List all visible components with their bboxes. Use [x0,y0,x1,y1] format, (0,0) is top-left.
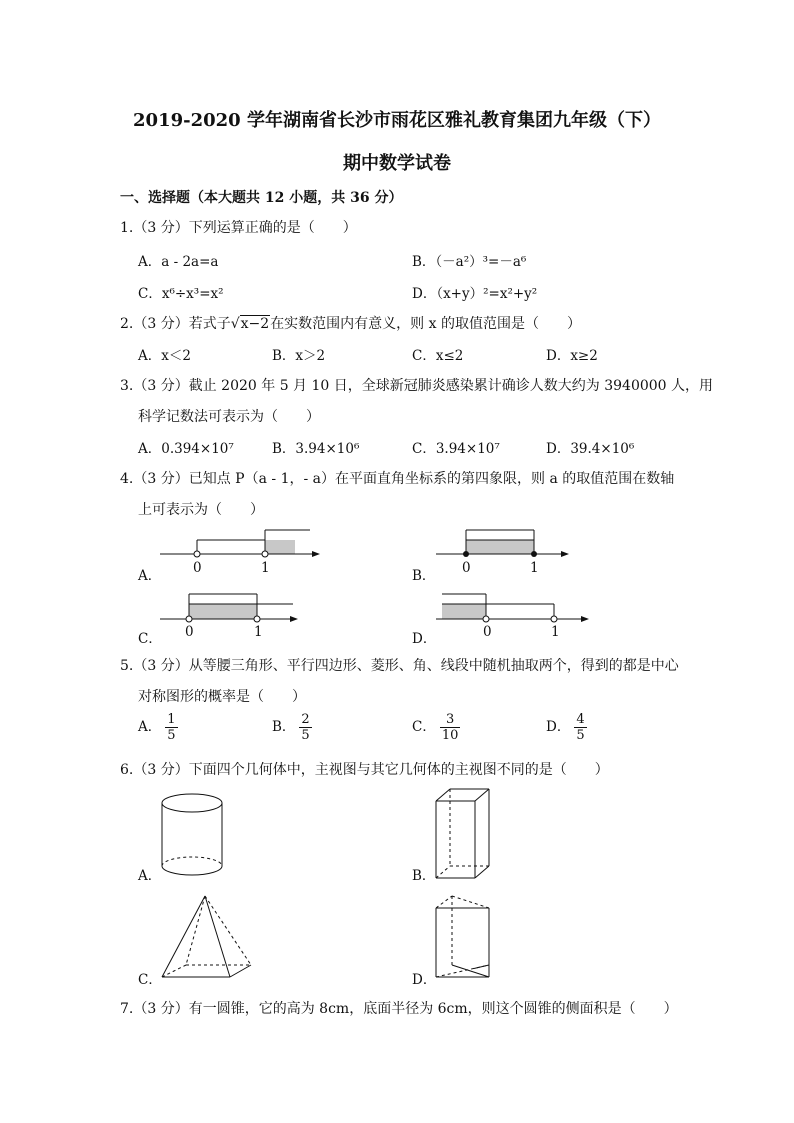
question-number: 6.（3 分） [120,762,189,778]
question-number: 7.（3 分） [120,1001,189,1017]
q2-option-b: B．x＞2 [272,348,326,364]
triangular-prism-figure [432,893,496,985]
q3-option-d: D．39.4×10⁶ [546,441,635,457]
tick-label-0: 0 [462,560,471,576]
question-2 [120,313,581,333]
q5-option-a [138,712,178,743]
question-stem-pre: 若式子 [188,316,231,332]
tick-label-1: 1 [551,624,560,640]
q2-option-d: D．x≥2 [546,348,598,364]
q3-option-b: B．3.94×10⁶ [272,441,360,457]
tick-label-1: 1 [261,560,270,576]
q5-option-c [412,712,460,743]
shaded-region [442,604,486,619]
question-4-line2: 上可表示为（ ） [138,502,264,518]
q4-option-c-number-line [160,590,300,645]
denominator: 5 [576,728,585,743]
q4-option-c-label: C． [138,631,162,647]
q2-option-c: C．x≤2 [412,348,464,364]
option-label: B． [272,719,296,735]
shaded-region [189,604,257,619]
question-5-line2: 对称图形的概率是（ ） [138,689,306,705]
tick-label-1: 1 [254,624,263,640]
question-stem: 已知点 P（a - 1，- a）在平面直角坐标系的第四象限，则 a 的取值范围在数轴 [188,471,675,487]
q6-option-d-label: D． [412,972,437,988]
q3-option-c: C．3.94×10⁷ [412,441,500,457]
open-point [262,551,268,557]
section-heading: 一、选择题（本大题共 12 小题，共 36 分） [120,190,403,206]
q5-option-d [546,712,587,743]
tick-label-0: 0 [483,624,492,640]
q1-option-b: B．（－a²）³=－a⁶ [412,254,527,270]
question-1 [120,217,357,237]
closed-point [531,551,537,557]
open-point [483,616,489,622]
q1-option-c: C．x⁶÷x³=x² [138,286,224,302]
option-label: C． [412,719,436,735]
radicand: x−2 [240,316,270,332]
exam-subtitle: 期中数学试卷 [343,153,451,174]
question-number: 4.（3 分） [120,471,189,487]
cylinder-figure [158,790,228,882]
closed-point [463,551,469,557]
denominator: 5 [167,728,176,743]
question-stem: 下列运算正确的是（ ） [188,220,357,236]
fraction [440,712,461,743]
q6-option-a-label: A． [138,868,162,884]
tick-label-1: 1 [530,560,539,576]
pyramid-figure [158,893,254,985]
numerator: 1 [167,712,176,727]
question-number: 2.（3 分） [120,316,189,332]
open-point [194,551,200,557]
option-label: D． [546,719,571,735]
numerator: 2 [301,712,310,727]
open-point [186,616,192,622]
q2-option-a: A．x＜2 [138,348,191,364]
q6-option-b-label: B． [412,868,436,884]
q4-option-d-number-line [436,590,591,645]
q4-option-b-number-line [436,525,571,580]
question-stem-post: 在实数范围内有意义，则 x 的取值范围是（ ） [270,316,581,332]
q4-option-d-label: D． [412,631,437,647]
option-label: A． [138,719,162,735]
question-4 [120,468,674,488]
denominator: 10 [441,728,459,743]
fraction [574,712,586,743]
q4-option-a-label: A． [138,568,162,584]
denominator: 5 [301,728,310,743]
fraction [165,712,177,743]
q1-option-a: A．a - 2a=a [138,254,219,270]
fraction [299,712,311,743]
question-number: 1.（3 分） [120,220,189,236]
numerator: 3 [440,712,461,728]
q5-option-b [272,712,312,743]
question-stem: 有一圆锥，它的高为 8cm，底面半径为 6cm，则这个圆锥的侧面积是（ ） [188,1001,678,1017]
question-stem: 截止 2020 年 5 月 10 日，全球新冠肺炎感染累计确诊人数大约为 3940000 人，用 [188,378,714,394]
q4-option-a-number-line [160,525,320,580]
question-6 [120,759,609,779]
question-5 [120,655,679,675]
question-number: 3.（3 分） [120,378,189,394]
shaded-region [466,540,534,554]
numerator: 4 [576,712,585,727]
open-point [254,616,260,622]
q3-option-a: A．0.394×10⁷ [138,441,234,457]
q1-option-d: D．（x+y）²=x²+y² [412,286,538,302]
tick-label-0: 0 [193,560,202,576]
q4-option-b-label: B． [412,568,436,584]
question-3 [120,375,713,395]
prism-figure [432,786,496,884]
question-stem: 下面四个几何体中，主视图与其它几何体的主视图不同的是（ ） [188,762,609,778]
tick-label-0: 0 [185,624,194,640]
question-number: 5.（3 分） [120,658,189,674]
question-3-line2: 科学记数法可表示为（ ） [138,409,320,425]
open-point [551,616,557,622]
shaded-region [265,540,295,554]
question-stem: 从等腰三角形、平行四边形、菱形、角、线段中随机抽取两个，得到的都是中心 [188,658,679,674]
sqrt-expression: √x−2 [230,316,270,332]
question-7 [120,998,678,1018]
exam-title: 2019-2020 学年湖南省长沙市雨花区雅礼教育集团九年级（下） [133,110,661,131]
q6-option-c-label: C． [138,972,162,988]
